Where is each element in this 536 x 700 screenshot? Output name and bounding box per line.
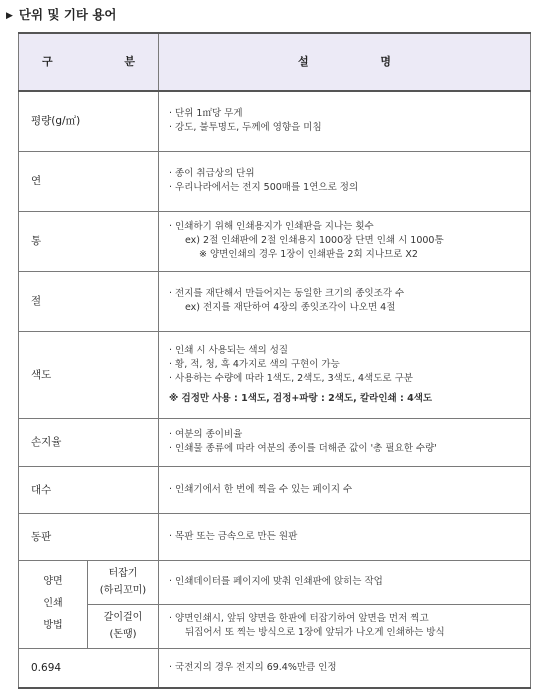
section-title <box>6 6 117 24</box>
row-description <box>159 604 531 648</box>
group-label-line: 방법 <box>43 620 63 631</box>
row-description <box>159 560 531 604</box>
table-row <box>19 91 531 151</box>
desc-line: · 단위 1㎡당 무게 <box>169 108 243 120</box>
table-row <box>19 211 531 271</box>
row-label: 색도 <box>19 331 159 418</box>
desc-line: · 사용하는 수량에 따라 1색도, 2색도, 3색도, 4색도로 구분 <box>169 372 413 384</box>
row-description <box>159 151 531 211</box>
duplex-group-label <box>19 560 88 648</box>
duplex-sub-label <box>88 560 159 604</box>
desc-line: · 인쇄물 종류에 따라 여분의 종이를 더해준 값이 '총 필요한 수량' <box>169 443 437 454</box>
desc-line: ex) 2절 인쇄판에 2절 인쇄용지 1000장 단면 인쇄 시 1000통 <box>185 235 444 246</box>
desc-line: · 인쇄데이터를 페이지에 맞춰 인쇄판에 앉히는 작업 <box>169 576 383 587</box>
table-row <box>19 560 531 604</box>
table-row <box>19 331 531 418</box>
row-label: 동판 <box>19 513 159 560</box>
desc-line: · 양면인쇄시, 앞뒤 양면을 한판에 터잡기하여 앞면을 먼저 찍고 <box>169 613 429 624</box>
row-description <box>159 513 531 560</box>
duplex-sub-label <box>88 604 159 648</box>
desc-line: · 전지를 재단해서 만들어지는 동일한 크기의 종잇조각 수 <box>169 288 405 299</box>
sub-label-line: (하리꼬미) <box>99 585 147 596</box>
desc-line: · 인쇄 시 사용되는 색의 성질 <box>169 344 289 356</box>
row-label: 0.694 <box>19 648 159 688</box>
group-label-line: 양면 <box>43 576 63 587</box>
row-description <box>159 271 531 331</box>
table-row <box>19 466 531 513</box>
row-label: 통 <box>19 211 159 271</box>
table-row <box>19 648 531 688</box>
terms-table <box>18 32 531 689</box>
row-description <box>159 91 531 151</box>
desc-line: · 종이 취급상의 단위 <box>169 168 255 179</box>
desc-line: · 목판 또는 금속으로 만든 원판 <box>169 530 298 542</box>
row-label: 절 <box>19 271 159 331</box>
desc-line: · 인쇄하기 위해 인쇄용지가 인쇄판을 지나는 횟수 <box>169 221 374 232</box>
desc-line: · 인쇄기에서 한 번에 찍을 수 있는 페이지 수 <box>169 483 353 495</box>
row-label: 대수 <box>19 466 159 513</box>
table-row <box>19 513 531 560</box>
sub-label-line: 터잡기 <box>108 568 138 579</box>
row-label: 평량(g/㎡) <box>19 91 159 151</box>
group-label-line: 인쇄 <box>43 598 63 609</box>
desc-note: ※ 검정만 사용 : 1색도, 검정+파랑 : 2색도, 칼라인쇄 : 4색도 <box>169 392 433 404</box>
sub-label-line: 갈이걸이 <box>103 612 143 623</box>
row-description <box>159 466 531 513</box>
desc-line: 뒤집어서 또 찍는 방식으로 1장에 앞뒤가 나오게 인쇄하는 방식 <box>185 627 445 638</box>
table-row <box>19 271 531 331</box>
triangle-bullet-icon: ▶ <box>6 11 13 21</box>
table-row <box>19 604 531 648</box>
row-description <box>159 648 531 688</box>
header-description: 설 명 <box>159 33 531 91</box>
header-category: 구 분 <box>19 33 159 91</box>
row-label: 연 <box>19 151 159 211</box>
table-row <box>19 151 531 211</box>
desc-line: ※ 양면인쇄의 경우 1장이 인쇄판을 2회 지나므로 X2 <box>199 249 418 260</box>
desc-line: · 국전지의 경우 전지의 69.4%만큼 인정 <box>169 661 337 673</box>
desc-line: · 여분의 종이비율 <box>169 429 243 440</box>
row-description <box>159 418 531 466</box>
table-header-row <box>19 33 531 91</box>
table-row <box>19 418 531 466</box>
desc-line: · 우리나라에서는 전지 500매를 1연으로 정의 <box>169 182 359 193</box>
section-title-text: 단위 및 기타 용어 <box>18 7 117 22</box>
desc-line: · 강도, 불투명도, 두께에 영향을 미침 <box>169 122 322 134</box>
sub-label-line: (돈땡) <box>109 629 137 640</box>
row-description <box>159 211 531 271</box>
row-description <box>159 331 531 418</box>
desc-line: · 황, 적, 청, 흑 4가지로 색의 구현이 가능 <box>169 358 340 370</box>
desc-line: ex) 전지를 재단하여 4장의 종잇조각이 나오면 4절 <box>185 302 396 313</box>
row-label: 손지율 <box>19 418 159 466</box>
